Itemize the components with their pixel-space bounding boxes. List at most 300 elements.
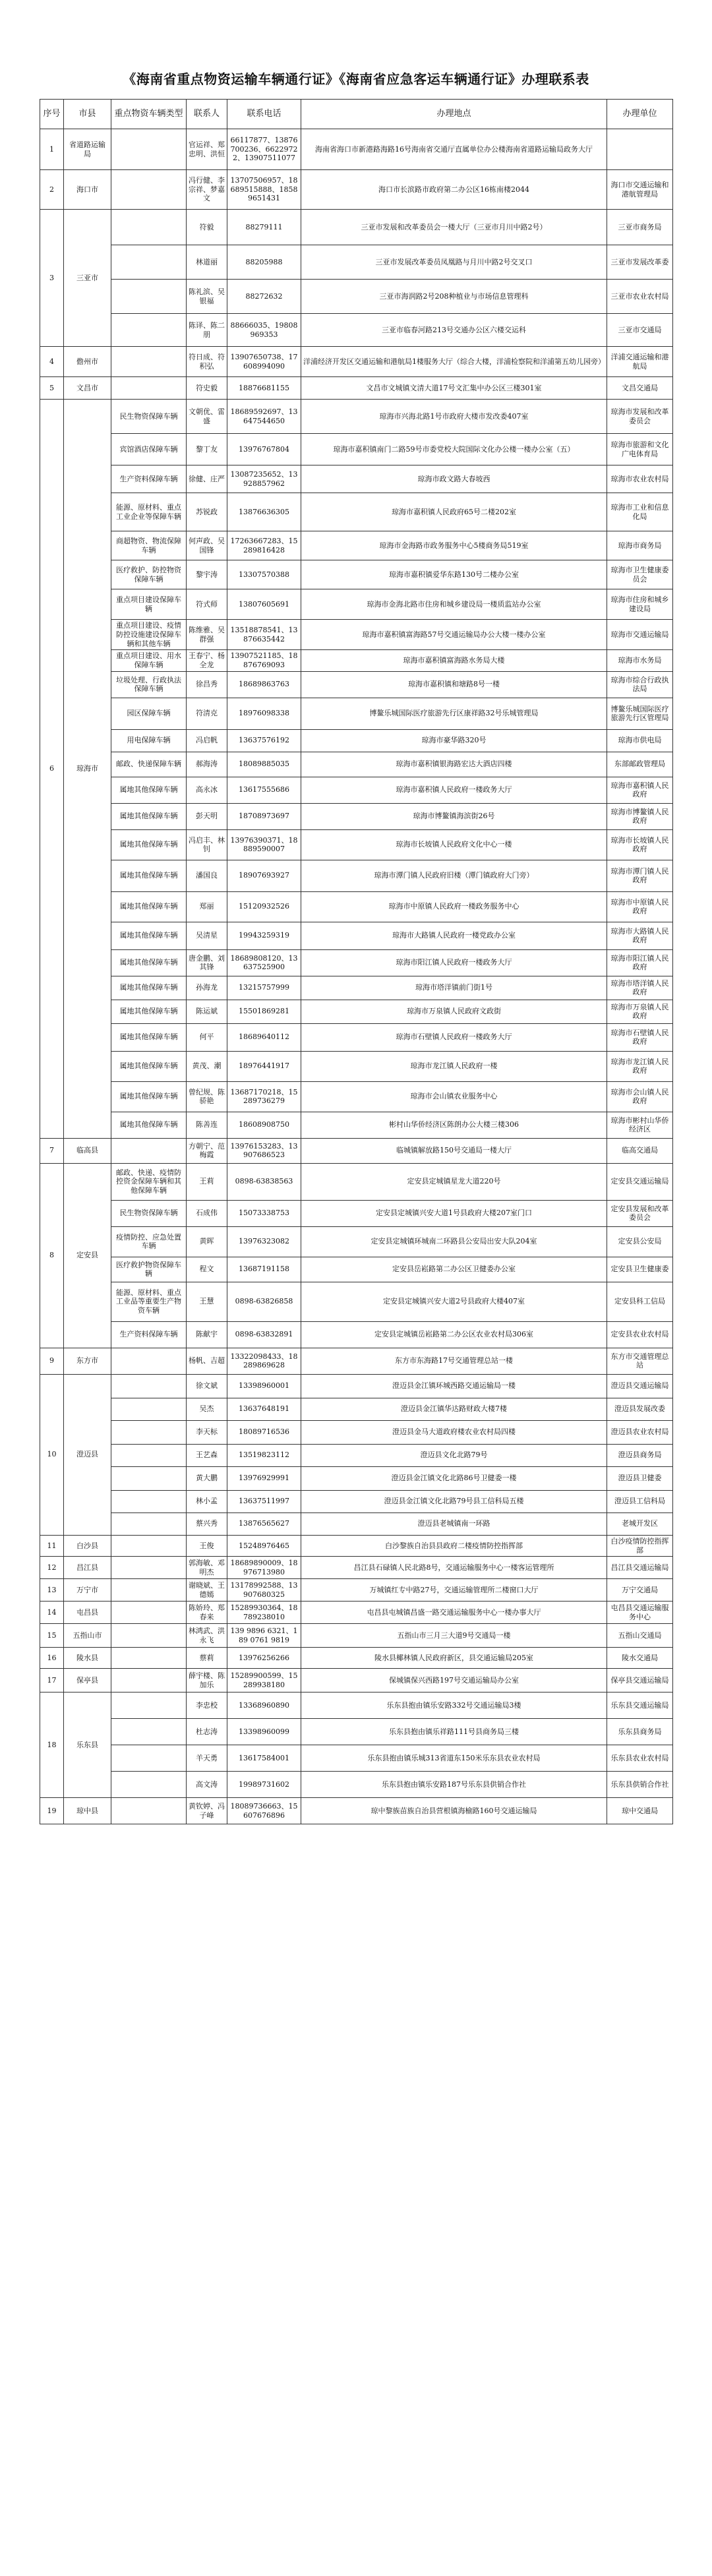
cell-unit: 琼海市潭门镇人民政府 xyxy=(607,860,673,891)
cell-city: 澄迈县 xyxy=(64,1374,111,1535)
cell-unit: 琼海市旅游和文化广电体育局 xyxy=(607,434,673,465)
cell-address: 定安县定城镇星龙大道220号 xyxy=(301,1163,607,1200)
cell-unit: 琼海市龙江镇人民政府 xyxy=(607,1051,673,1081)
cell-city: 乐东县 xyxy=(64,1692,111,1798)
cell-address: 琼海市嘉积镇和塘路8号一楼 xyxy=(301,671,607,698)
cell-contact: 李忠校 xyxy=(187,1692,227,1719)
cell-vehicle-type: 邮政、快递、疫情防控资金保障车辆和其他保障车辆 xyxy=(111,1163,187,1200)
cell-vehicle-type xyxy=(111,1648,187,1669)
cell-contact: 徐昌秀 xyxy=(187,671,227,698)
cell-phone: 13876565627 xyxy=(227,1513,301,1535)
cell-number: 10 xyxy=(40,1374,64,1535)
cell-phone: 0898-63832891 xyxy=(227,1321,301,1348)
cell-address: 琼海市博鳌镇海滨街26号 xyxy=(301,803,607,829)
cell-unit: 琼海市大路镇人民政府 xyxy=(607,922,673,949)
cell-unit: 澄迈县发展改委 xyxy=(607,1398,673,1420)
cell-phone: 18689863763 xyxy=(227,671,301,698)
cell-phone: 18976098338 xyxy=(227,698,301,729)
cell-contact: 吴杰 xyxy=(187,1398,227,1420)
cell-vehicle-type: 邮政、快递保障车辆 xyxy=(111,752,187,777)
cell-address: 琼海市塔洋镇前门街1号 xyxy=(301,976,607,1000)
cell-contact: 林道丽 xyxy=(187,245,227,280)
table-row xyxy=(40,620,673,650)
table-row xyxy=(40,1745,673,1772)
cell-contact: 石成伟 xyxy=(187,1200,227,1226)
cell-number: 1 xyxy=(40,129,64,170)
cell-unit: 白沙疫情防控指挥部 xyxy=(607,1535,673,1557)
cell-phone: 13707506957、18689515888、18589651431 xyxy=(227,170,301,210)
cell-contact: 陈献宇 xyxy=(187,1321,227,1348)
cell-address: 琼海市石壁镇人民政府一楼政务大厅 xyxy=(301,1023,607,1051)
cell-unit: 陵水交通局 xyxy=(607,1648,673,1669)
column-header-contact: 联系人 xyxy=(187,100,227,129)
cell-contact: 郭海敏、邓明杰 xyxy=(187,1557,227,1579)
cell-unit: 五指山交通局 xyxy=(607,1624,673,1648)
table-row xyxy=(40,1466,673,1490)
cell-unit: 临高交通局 xyxy=(607,1138,673,1163)
cell-unit: 琼海市彬村山华侨经济区 xyxy=(607,1112,673,1138)
cell-contact: 黎丁友 xyxy=(187,434,227,465)
cell-contact: 冯行健、李宗祥、梦嘉文 xyxy=(187,170,227,210)
cell-vehicle-type xyxy=(111,1719,187,1745)
cell-address: 临城镇解放路150号交通局一楼大厅 xyxy=(301,1138,607,1163)
cell-contact: 方朝宁、范梅霞 xyxy=(187,1138,227,1163)
column-header-address: 办理地点 xyxy=(301,100,607,129)
cell-phone: 18089885035 xyxy=(227,752,301,777)
cell-vehicle-type xyxy=(111,314,187,347)
cell-contact: 文朝优、雷盛 xyxy=(187,400,227,434)
table-row xyxy=(40,1023,673,1051)
table-row xyxy=(40,434,673,465)
cell-address: 三亚市海润路2号208种植业与市场信息管理科 xyxy=(301,280,607,314)
cell-city: 临高县 xyxy=(64,1138,111,1163)
cell-address: 陵水县椰林镇人民政府新区，县交通运输局205室 xyxy=(301,1648,607,1669)
cell-address: 澄迈县老城镇南一环路 xyxy=(301,1513,607,1535)
cell-contact: 黄晖 xyxy=(187,1226,227,1257)
cell-phone: 15289900599、15289938180 xyxy=(227,1669,301,1692)
cell-phone: 18608908750 xyxy=(227,1112,301,1138)
cell-vehicle-type: 属地其他保障车辆 xyxy=(111,777,187,803)
cell-phone: 13322098433、18289869628 xyxy=(227,1348,301,1374)
table-row xyxy=(40,1490,673,1513)
cell-city: 文昌市 xyxy=(64,377,111,400)
cell-vehicle-type xyxy=(111,1374,187,1398)
cell-address: 琼海市龙江镇人民政府一楼 xyxy=(301,1051,607,1081)
table-row xyxy=(40,377,673,400)
cell-address: 琼海市嘉积镇爱华东路130号二楼办公室 xyxy=(301,560,607,589)
table-row xyxy=(40,1200,673,1226)
cell-unit: 琼海市综合行政执法局 xyxy=(607,671,673,698)
cell-contact: 符式师 xyxy=(187,589,227,620)
cell-unit: 乐东县供销合作社 xyxy=(607,1772,673,1798)
cell-unit: 三亚市交通局 xyxy=(607,314,673,347)
table-row xyxy=(40,170,673,210)
cell-vehicle-type xyxy=(111,1602,187,1624)
cell-contact: 高文涛 xyxy=(187,1772,227,1798)
cell-phone: 19943259319 xyxy=(227,922,301,949)
cell-contact: 符清克 xyxy=(187,698,227,729)
cell-vehicle-type xyxy=(111,1745,187,1772)
cell-vehicle-type: 属地其他保障车辆 xyxy=(111,803,187,829)
cell-address: 乐东县抱由镇乐祥路111号县商务局三楼 xyxy=(301,1719,607,1745)
cell-address: 澄迈县金江镇华达路财政大楼7楼 xyxy=(301,1398,607,1420)
cell-address: 万城镇红专中路27号，交通运输管理所二楼窗口大厅 xyxy=(301,1579,607,1602)
cell-unit: 洋浦交通运输和港航局 xyxy=(607,347,673,377)
cell-unit: 昌江县交通运输局 xyxy=(607,1557,673,1579)
cell-phone: 18907693927 xyxy=(227,860,301,891)
cell-contact: 程文 xyxy=(187,1257,227,1282)
table-row xyxy=(40,314,673,347)
table-row xyxy=(40,891,673,922)
cell-phone: 66117877、13876700236、66229722、13907511077 xyxy=(227,129,301,170)
cell-contact: 徐健、庄严 xyxy=(187,465,227,493)
cell-phone: 13907521185、18876769093 xyxy=(227,650,301,672)
table-row xyxy=(40,1624,673,1648)
cell-address: 琼海市金海北路市住房和城乡建设局一楼质监站办公室 xyxy=(301,589,607,620)
cell-contact: 陈译、陈二朋 xyxy=(187,314,227,347)
cell-contact: 杜志涛 xyxy=(187,1719,227,1745)
cell-address: 三亚市发展和改革委员会一楼大厅（三亚市月川中路2号） xyxy=(301,210,607,245)
cell-contact: 高永冰 xyxy=(187,777,227,803)
cell-phone: 0898-63826858 xyxy=(227,1282,301,1321)
cell-phone: 15073338753 xyxy=(227,1200,301,1226)
cell-unit: 定安县公安局 xyxy=(607,1226,673,1257)
cell-unit: 琼海市商务局 xyxy=(607,531,673,560)
cell-city: 三亚市 xyxy=(64,210,111,347)
cell-unit: 定安县科工信局 xyxy=(607,1282,673,1321)
table-row xyxy=(40,1535,673,1557)
cell-phone: 13687191158 xyxy=(227,1257,301,1282)
cell-address: 琼海市兴海北路1号市政府大楼市发改委407室 xyxy=(301,400,607,434)
cell-number: 7 xyxy=(40,1138,64,1163)
cell-address: 澄迈县金江镇文化北路79号县工信科局五楼 xyxy=(301,1490,607,1513)
table-body xyxy=(40,129,673,1824)
cell-unit: 琼海市博鳌镇人民政府 xyxy=(607,803,673,829)
table-row xyxy=(40,1719,673,1745)
table-row xyxy=(40,129,673,170)
cell-contact: 唐金鹏、刘其锋 xyxy=(187,949,227,976)
cell-phone: 18876681155 xyxy=(227,377,301,400)
cell-address: 琼海市长坡镇人民政府文化中心一楼 xyxy=(301,829,607,860)
cell-phone: 13876636305 xyxy=(227,493,301,531)
cell-vehicle-type: 属地其他保障车辆 xyxy=(111,1000,187,1023)
cell-unit: 澄迈县农业农村局 xyxy=(607,1420,673,1444)
cell-address: 琼海市嘉积镇富海路57号交通运输局办公大楼一楼办公室 xyxy=(301,620,607,650)
cell-address: 彬村山华侨经济区陈朗办公大楼三楼306 xyxy=(301,1112,607,1138)
cell-contact: 王春宁、杨全龙 xyxy=(187,650,227,672)
table-row xyxy=(40,1282,673,1321)
cell-phone: 88205988 xyxy=(227,245,301,280)
cell-city: 五指山市 xyxy=(64,1624,111,1648)
cell-vehicle-type: 属地其他保障车辆 xyxy=(111,1023,187,1051)
cell-phone: 13807605691 xyxy=(227,589,301,620)
cell-address: 定安县定城镇兴安大道1号县政府大楼207室门口 xyxy=(301,1200,607,1226)
cell-address: 定安县定城镇岳崧路第二办公区农业农村局306室 xyxy=(301,1321,607,1348)
cell-vehicle-type xyxy=(111,1398,187,1420)
cell-number: 14 xyxy=(40,1602,64,1624)
cell-address: 博鳌乐城国际医疗旅游先行区康祥路32号乐城管理局 xyxy=(301,698,607,729)
cell-number: 16 xyxy=(40,1648,64,1669)
cell-number: 9 xyxy=(40,1348,64,1374)
cell-contact: 李天标 xyxy=(187,1420,227,1444)
table-row xyxy=(40,280,673,314)
cell-unit: 海口市交通运输和港航管理局 xyxy=(607,170,673,210)
cell-vehicle-type: 民生物资保障车辆 xyxy=(111,1200,187,1226)
cell-contact: 吴清星 xyxy=(187,922,227,949)
cell-contact: 符毅 xyxy=(187,210,227,245)
cell-contact: 何平 xyxy=(187,1023,227,1051)
table-row xyxy=(40,1112,673,1138)
cell-address: 琼海市政文路大春坡西 xyxy=(301,465,607,493)
cell-phone: 18689640112 xyxy=(227,1023,301,1051)
cell-vehicle-type: 医疗救护物资保障车辆 xyxy=(111,1257,187,1282)
cell-unit: 乐东县农业农村局 xyxy=(607,1745,673,1772)
cell-number: 3 xyxy=(40,210,64,347)
cell-address: 五指山市三月三大道9号交通局一楼 xyxy=(301,1624,607,1648)
cell-vehicle-type: 属地其他保障车辆 xyxy=(111,860,187,891)
cell-unit: 定安县农业农村局 xyxy=(607,1321,673,1348)
table-row xyxy=(40,650,673,672)
cell-phone: 13637648191 xyxy=(227,1398,301,1420)
cell-contact: 王俊 xyxy=(187,1535,227,1557)
cell-number: 2 xyxy=(40,170,64,210)
cell-vehicle-type: 属地其他保障车辆 xyxy=(111,891,187,922)
cell-contact: 薛宇楼、陈加乐 xyxy=(187,1669,227,1692)
cell-vehicle-type xyxy=(111,1772,187,1798)
cell-contact: 陈礼滨、吴银福 xyxy=(187,280,227,314)
cell-vehicle-type xyxy=(111,1579,187,1602)
cell-city: 省道路运输局 xyxy=(64,129,111,170)
cell-city: 儋州市 xyxy=(64,347,111,377)
cell-phone: 15289930364、18789238010 xyxy=(227,1602,301,1624)
table-row xyxy=(40,493,673,531)
cell-number: 19 xyxy=(40,1798,64,1824)
cell-contact: 林小孟 xyxy=(187,1490,227,1513)
cell-city: 琼中县 xyxy=(64,1798,111,1824)
cell-vehicle-type xyxy=(111,1420,187,1444)
cell-phone: 13368960890 xyxy=(227,1692,301,1719)
column-header-city: 市县 xyxy=(64,100,111,129)
table-row xyxy=(40,803,673,829)
cell-address: 昌江县石碌镇人民北路8号，交通运输服务中心一楼客运管理所 xyxy=(301,1557,607,1579)
cell-unit: 琼海市阳江镇人民政府 xyxy=(607,949,673,976)
table-row xyxy=(40,1798,673,1824)
column-header-unit: 办理单位 xyxy=(607,100,673,129)
cell-unit: 琼中交通局 xyxy=(607,1798,673,1824)
cell-unit: 琼海市嘉积镇人民政府 xyxy=(607,777,673,803)
cell-vehicle-type xyxy=(111,1138,187,1163)
cell-address: 琼海市万泉镇人民政府文政街 xyxy=(301,1000,607,1023)
cell-number: 15 xyxy=(40,1624,64,1648)
column-header-phone: 联系电话 xyxy=(227,100,301,129)
cell-phone: 13976929991 xyxy=(227,1466,301,1490)
cell-unit: 定安县交通运输局 xyxy=(607,1163,673,1200)
cell-city: 陵水县 xyxy=(64,1648,111,1669)
table-row xyxy=(40,976,673,1000)
cell-contact: 冯启帆 xyxy=(187,729,227,752)
cell-vehicle-type xyxy=(111,1798,187,1824)
cell-address: 定安县定城镇环城南二环路县公安局出安大队204室 xyxy=(301,1226,607,1257)
table-row xyxy=(40,1081,673,1112)
cell-address: 琼海市大路镇人民政府一楼党政办公室 xyxy=(301,922,607,949)
table-row xyxy=(40,949,673,976)
table-row xyxy=(40,922,673,949)
cell-vehicle-type xyxy=(111,377,187,400)
cell-contact: 陈娇玲、郑春来 xyxy=(187,1602,227,1624)
cell-city: 屯昌县 xyxy=(64,1602,111,1624)
table-row xyxy=(40,1000,673,1023)
cell-vehicle-type: 属地其他保障车辆 xyxy=(111,1112,187,1138)
table-row xyxy=(40,1257,673,1282)
cell-unit: 博鳌乐城国际医疗旅游先行区管理局 xyxy=(607,698,673,729)
cell-vehicle-type xyxy=(111,1624,187,1648)
cell-contact: 林鸿武、洪永飞 xyxy=(187,1624,227,1648)
cell-phone: 15501869281 xyxy=(227,1000,301,1023)
cell-unit: 三亚市发展改革委 xyxy=(607,245,673,280)
cell-address: 琼海市豪华路320号 xyxy=(301,729,607,752)
cell-vehicle-type: 疫情防控、应急处置车辆 xyxy=(111,1226,187,1257)
table-row xyxy=(40,729,673,752)
table-row xyxy=(40,589,673,620)
cell-phone: 88666035、19808969353 xyxy=(227,314,301,347)
table-row xyxy=(40,860,673,891)
cell-vehicle-type: 商超物资、物流保障车辆 xyxy=(111,531,187,560)
cell-contact: 孙海龙 xyxy=(187,976,227,1000)
cell-unit: 琼海市发展和改革委员会 xyxy=(607,400,673,434)
cell-vehicle-type xyxy=(111,1557,187,1579)
table-row xyxy=(40,1692,673,1719)
cell-unit: 琼海市交通运输局 xyxy=(607,620,673,650)
cell-address: 澄迈县文化北路79号 xyxy=(301,1444,607,1466)
cell-unit: 琼海市会山镇人民政府 xyxy=(607,1081,673,1112)
cell-unit: 澄迈县工信科局 xyxy=(607,1490,673,1513)
cell-contact: 杨帆、吉超 xyxy=(187,1348,227,1374)
cell-address: 乐东县抱由镇乐城313省道东150米乐东县农业农村局 xyxy=(301,1745,607,1772)
table-row xyxy=(40,1579,673,1602)
cell-vehicle-type xyxy=(111,1348,187,1374)
cell-unit: 保亭县交通运输局 xyxy=(607,1669,673,1692)
cell-vehicle-type xyxy=(111,1669,187,1692)
cell-vehicle-type xyxy=(111,1444,187,1466)
table-header-row xyxy=(40,100,673,129)
cell-address: 琼海市嘉积镇银海路宏达大酒店四楼 xyxy=(301,752,607,777)
cell-phone: 88272632 xyxy=(227,280,301,314)
table-row xyxy=(40,1226,673,1257)
cell-phone: 13307570388 xyxy=(227,560,301,589)
cell-vehicle-type: 重点项目建设保障车辆 xyxy=(111,589,187,620)
cell-vehicle-type xyxy=(111,280,187,314)
table-row xyxy=(40,1513,673,1535)
cell-phone: 13215757999 xyxy=(227,976,301,1000)
cell-unit: 东部邮政管理局 xyxy=(607,752,673,777)
cell-city: 东方市 xyxy=(64,1348,111,1374)
cell-phone: 13907650738、17608994090 xyxy=(227,347,301,377)
table-row xyxy=(40,671,673,698)
cell-number: 5 xyxy=(40,377,64,400)
table-row xyxy=(40,698,673,729)
cell-unit: 文昌交通局 xyxy=(607,377,673,400)
cell-vehicle-type xyxy=(111,129,187,170)
cell-phone: 13178992588、13907680325 xyxy=(227,1579,301,1602)
cell-contact: 谢晓斌、王德嫣 xyxy=(187,1579,227,1602)
cell-address: 琼海市嘉积镇南门二路59号市委党校大院国际文化办公楼一楼办公室（五） xyxy=(301,434,607,465)
cell-address: 东方市东海路17号交通管理总站一楼 xyxy=(301,1348,607,1374)
table-row xyxy=(40,400,673,434)
cell-vehicle-type: 属地其他保障车辆 xyxy=(111,949,187,976)
cell-phone: 13617584001 xyxy=(227,1745,301,1772)
cell-phone: 18689808120、13637525900 xyxy=(227,949,301,976)
cell-address: 琼海市会山镇农业服务中心 xyxy=(301,1081,607,1112)
cell-contact: 徐文斌 xyxy=(187,1374,227,1398)
table-row xyxy=(40,1163,673,1200)
column-header-no: 序号 xyxy=(40,100,64,129)
cell-vehicle-type: 宾馆酒店保障车辆 xyxy=(111,434,187,465)
cell-phone: 18089716536 xyxy=(227,1420,301,1444)
cell-contact: 曾纪规、陈骄艳 xyxy=(187,1081,227,1112)
cell-contact: 官运祥、郑忠明、洪恒 xyxy=(187,129,227,170)
cell-phone: 13687170218、15289736279 xyxy=(227,1081,301,1112)
cell-unit: 琼海市供电局 xyxy=(607,729,673,752)
cell-address: 琼海市嘉积镇人民政府65号二楼202室 xyxy=(301,493,607,531)
table-row xyxy=(40,829,673,860)
cell-address: 三亚市临春河路213号交通办公区六楼交运科 xyxy=(301,314,607,347)
cell-contact: 符日成、符积弘 xyxy=(187,347,227,377)
cell-contact: 黎宇涛 xyxy=(187,560,227,589)
cell-unit: 东方市交通管理总站 xyxy=(607,1348,673,1374)
cell-contact: 王艺森 xyxy=(187,1444,227,1466)
cell-unit: 琼海市万泉镇人民政府 xyxy=(607,1000,673,1023)
cell-vehicle-type: 能源、原材料、重点工业品等重要生产物资车辆 xyxy=(111,1282,187,1321)
cell-phone: 0898-63838563 xyxy=(227,1163,301,1200)
cell-unit: 乐东县交通运输局 xyxy=(607,1692,673,1719)
cell-vehicle-type xyxy=(111,1535,187,1557)
cell-number: 8 xyxy=(40,1163,64,1348)
cell-vehicle-type: 属地其他保障车辆 xyxy=(111,1051,187,1081)
cell-vehicle-type: 垃圾处理、行政执法保障车辆 xyxy=(111,671,187,698)
table-row xyxy=(40,1348,673,1374)
cell-contact: 羊天勇 xyxy=(187,1745,227,1772)
cell-address: 澄迈县金江镇环城西路交通运输局一楼 xyxy=(301,1374,607,1398)
cell-phone: 13976256266 xyxy=(227,1648,301,1669)
cell-phone: 17263667283、15289816428 xyxy=(227,531,301,560)
cell-unit: 三亚市农业农村局 xyxy=(607,280,673,314)
table-row xyxy=(40,1648,673,1669)
cell-address: 文昌市文城镇文清大道17号文汇集中办公区三楼301室 xyxy=(301,377,607,400)
cell-contact: 王莉 xyxy=(187,1163,227,1200)
cell-vehicle-type xyxy=(111,1692,187,1719)
cell-address: 屯昌县屯城镇昌盛一路交通运输服务中心一楼办事大厅 xyxy=(301,1602,607,1624)
cell-phone: 139 9896 6321、189 0761 9819 xyxy=(227,1624,301,1648)
table-row xyxy=(40,1321,673,1348)
cell-contact: 彭天明 xyxy=(187,803,227,829)
table-row xyxy=(40,465,673,493)
cell-unit: 琼海市卫生健康委员会 xyxy=(607,560,673,589)
cell-number: 17 xyxy=(40,1669,64,1692)
cell-number: 12 xyxy=(40,1557,64,1579)
cell-unit: 屯昌县交通运输服务中心 xyxy=(607,1602,673,1624)
cell-unit: 琼海市住房和城乡建设局 xyxy=(607,589,673,620)
cell-phone: 13617555686 xyxy=(227,777,301,803)
cell-address: 白沙黎族自治县县政府二楼疫情防控指挥部 xyxy=(301,1535,607,1557)
table-row xyxy=(40,1444,673,1466)
cell-address: 海口市长滨路市政府第二办公区16栋南楼2044 xyxy=(301,170,607,210)
cell-unit: 老城开发区 xyxy=(607,1513,673,1535)
cell-phone: 13637576192 xyxy=(227,729,301,752)
cell-contact: 潘国良 xyxy=(187,860,227,891)
cell-contact: 蔡莉 xyxy=(187,1648,227,1669)
cell-address: 保城镇保兴西路197号交通运输局办公室 xyxy=(301,1669,607,1692)
cell-unit: 琼海市塔洋镇人民政府 xyxy=(607,976,673,1000)
